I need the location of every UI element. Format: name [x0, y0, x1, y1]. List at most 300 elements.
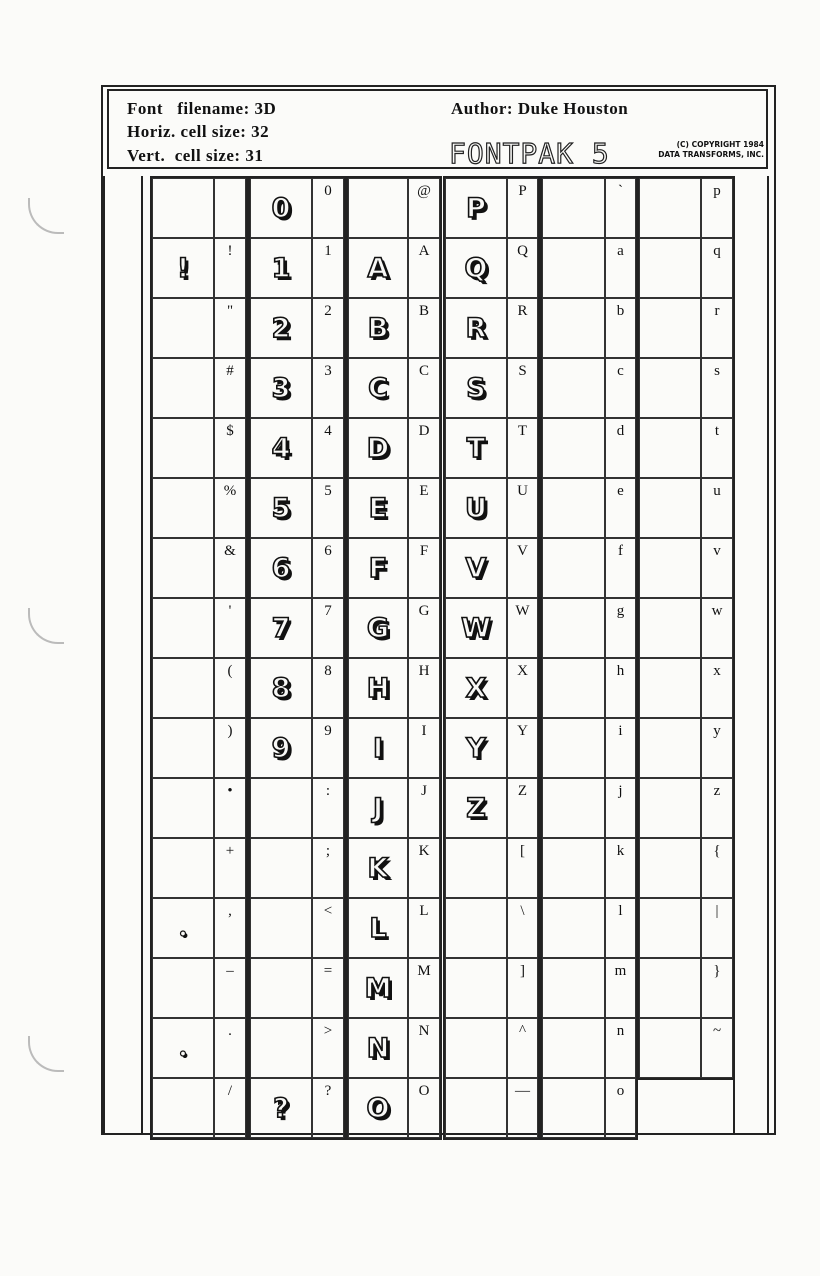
char-cell: [312, 1078, 344, 1138]
glyph-cell: [542, 178, 605, 238]
char-label: W: [515, 603, 530, 619]
char-cell: [507, 178, 538, 238]
glyph-cell: [152, 958, 214, 1018]
char-cell: [605, 718, 636, 778]
char-label: [: [520, 843, 525, 859]
glyph-sample: R: [465, 312, 487, 344]
glyph-cell: [152, 718, 214, 778]
glyph-sample: [640, 839, 700, 897]
glyph-cell: [639, 478, 701, 538]
char-label: #: [226, 363, 234, 379]
char-label: q: [713, 243, 721, 259]
glyph-sample: [640, 359, 700, 417]
glyph-cell: [250, 778, 312, 838]
glyph-sample: [543, 239, 604, 297]
char-cell: [701, 538, 733, 598]
char-cell: [214, 838, 246, 898]
char-label: !: [227, 243, 233, 259]
glyph-sample: 4: [271, 432, 291, 464]
glyph-cell: [348, 658, 408, 718]
char-block-6: [637, 176, 735, 1080]
glyph-cell: [152, 778, 214, 838]
char-cell: [605, 178, 636, 238]
glyph-sample: G: [366, 612, 390, 644]
glyph-cell: [250, 898, 312, 958]
char-label: M: [417, 963, 431, 979]
char-label: k: [616, 843, 625, 859]
glyph-cell: [250, 1078, 312, 1138]
char-label: D: [418, 423, 430, 439]
glyph-sample: [153, 419, 213, 477]
glyph-sample: [640, 179, 700, 237]
char-label: =: [323, 963, 333, 979]
glyph-sample: [543, 1079, 604, 1137]
glyph-cell: [445, 598, 507, 658]
glyph-cell: [250, 718, 312, 778]
char-label: z: [713, 783, 721, 799]
glyph-sample: •: [178, 927, 188, 943]
glyph-cell: [445, 778, 507, 838]
char-label: 1: [324, 243, 332, 259]
char-cell: [408, 958, 440, 1018]
char-cell: [701, 1018, 733, 1078]
glyph-sample: [640, 959, 700, 1017]
char-label: 0: [324, 183, 332, 199]
char-cell: [701, 238, 733, 298]
char-cell: [312, 958, 344, 1018]
char-cell: [605, 1018, 636, 1078]
glyph-cell: [250, 658, 312, 718]
char-label: +: [225, 843, 235, 859]
glyph-sample: [446, 899, 506, 957]
glyph-cell: [348, 238, 408, 298]
char-cell: [214, 478, 246, 538]
glyph-sample: [543, 719, 604, 777]
glyph-cell: [250, 478, 312, 538]
char-cell: [408, 1018, 440, 1078]
glyph-cell: [445, 418, 507, 478]
glyph-cell: [152, 478, 214, 538]
glyph-sample: O: [366, 1092, 390, 1124]
glyph-cell: [542, 1018, 605, 1078]
char-cell: [701, 718, 733, 778]
glyph-sample: !: [176, 252, 190, 284]
glyph-sample: [446, 959, 506, 1017]
glyph-sample: [543, 899, 604, 957]
glyph-cell: [152, 178, 214, 238]
char-label: x: [713, 663, 721, 679]
char-cell: [507, 1018, 538, 1078]
glyph-cell: [250, 178, 312, 238]
char-label: h: [616, 663, 625, 679]
glyph-sample: 5: [271, 492, 291, 524]
glyph-sample: S: [466, 372, 486, 404]
char-label: ': [228, 603, 232, 619]
glyph-cell: [542, 238, 605, 298]
glyph-cell: [152, 298, 214, 358]
vert-label: Vert. cell size:: [127, 146, 241, 165]
char-cell: [312, 418, 344, 478]
glyph-cell: [152, 538, 214, 598]
glyph-sample: [543, 599, 604, 657]
char-label: 8: [324, 663, 332, 679]
glyph-cell: [445, 658, 507, 718]
char-label: j: [618, 783, 623, 799]
glyph-cell: [639, 898, 701, 958]
glyph-cell: [348, 298, 408, 358]
char-label: K: [418, 843, 430, 859]
glyph-cell: [152, 418, 214, 478]
char-cell: [507, 778, 538, 838]
char-label: X: [517, 663, 528, 679]
char-label: I: [421, 723, 427, 739]
char-cell: [507, 898, 538, 958]
char-cell: [312, 778, 344, 838]
char-block-3: [346, 176, 442, 1140]
glyph-cell: [639, 658, 701, 718]
char-cell: [701, 478, 733, 538]
glyph-cell: [542, 598, 605, 658]
glyph-cell: [542, 958, 605, 1018]
char-cell: [408, 538, 440, 598]
glyph-sample: [543, 479, 604, 537]
glyph-sample: H: [366, 672, 390, 704]
char-label: /: [227, 1083, 233, 1099]
glyph-sample: [153, 299, 213, 357]
glyph-cell: [152, 238, 214, 298]
glyph-cell: [639, 538, 701, 598]
glyph-cell: [639, 958, 701, 1018]
vert-size-line: [127, 146, 263, 166]
glyph-cell: [348, 418, 408, 478]
char-label: g: [616, 603, 625, 619]
char-label: w: [711, 603, 723, 619]
glyph-sample: [251, 959, 311, 1017]
char-label: p: [713, 183, 721, 199]
char-label: Q: [517, 243, 528, 259]
char-label: l: [618, 903, 623, 919]
char-label: 9: [324, 723, 332, 739]
glyph-cell: [152, 658, 214, 718]
glyph-sample: X: [465, 672, 487, 704]
char-label: \: [520, 903, 525, 919]
char-label: —: [515, 1083, 530, 1099]
glyph-sample: P: [466, 192, 486, 224]
char-label: –: [226, 963, 234, 979]
char-cell: [312, 298, 344, 358]
glyph-cell: [445, 298, 507, 358]
char-label: m: [614, 963, 627, 979]
char-cell: [507, 478, 538, 538]
char-label: ^: [518, 1023, 527, 1039]
glyph-cell: [639, 718, 701, 778]
char-cell: [701, 178, 733, 238]
glyph-cell: [445, 358, 507, 418]
char-cell: [312, 838, 344, 898]
char-label: ]: [520, 963, 525, 979]
char-cell: [408, 478, 440, 538]
char-label: ;: [325, 843, 331, 859]
char-cell: [214, 718, 246, 778]
char-label: $: [226, 423, 234, 439]
glyph-cell: [639, 178, 701, 238]
glyph-cell: [639, 838, 701, 898]
char-cell: [507, 418, 538, 478]
glyph-sample: [153, 839, 213, 897]
char-label: <: [323, 903, 333, 919]
char-label: ?: [324, 1083, 332, 1099]
glyph-sample: 1: [271, 252, 291, 284]
glyph-sample: J: [372, 792, 384, 824]
glyph-sample: Z: [466, 792, 486, 824]
char-cell: [701, 658, 733, 718]
char-cell: [605, 598, 636, 658]
glyph-sample: [543, 299, 604, 357]
char-cell: [701, 418, 733, 478]
glyph-sample: [153, 1079, 213, 1137]
author-label: Author:: [451, 99, 514, 118]
glyph-cell: [348, 718, 408, 778]
char-cell: [605, 358, 636, 418]
glyph-sample: [251, 1019, 311, 1077]
char-cell: [408, 178, 440, 238]
char-label: s: [714, 363, 720, 379]
char-label: L: [419, 903, 429, 919]
glyph-cell: [639, 778, 701, 838]
glyph-cell: [348, 838, 408, 898]
glyph-sample: 7: [271, 612, 291, 644]
glyph-cell: [152, 838, 214, 898]
char-label: 6: [324, 543, 332, 559]
glyph-cell: [445, 238, 507, 298]
char-label: @: [417, 183, 431, 199]
glyph-cell: [250, 298, 312, 358]
glyph-sample: [153, 659, 213, 717]
char-label: O: [418, 1083, 430, 1099]
glyph-sample: [640, 239, 700, 297]
char-cell: [312, 598, 344, 658]
char-cell: [408, 718, 440, 778]
char-cell: [605, 298, 636, 358]
glyph-sample: [446, 1079, 506, 1137]
glyph-cell: [542, 298, 605, 358]
char-cell: [214, 1018, 246, 1078]
char-label: ,: [228, 903, 232, 919]
glyph-sample: [153, 539, 213, 597]
glyph-cell: [445, 178, 507, 238]
char-cell: [701, 598, 733, 658]
glyph-sample: [543, 959, 604, 1017]
glyph-cell: [250, 838, 312, 898]
glyph-sample: N: [366, 1032, 390, 1064]
char-label: o: [616, 1083, 625, 1099]
char-label: A: [418, 243, 430, 259]
horiz-size-line: [127, 122, 269, 142]
glyph-cell: [348, 178, 408, 238]
glyph-cell: [445, 1078, 507, 1138]
char-cell: [408, 358, 440, 418]
char-label: v: [713, 543, 721, 559]
glyph-cell: [348, 358, 408, 418]
glyph-sample: 0: [271, 192, 291, 224]
char-cell: [312, 718, 344, 778]
char-block-4: [443, 176, 540, 1140]
glyph-sample: [153, 599, 213, 657]
glyph-sample: [640, 479, 700, 537]
glyph-sample: [640, 659, 700, 717]
horiz-value: 32: [251, 122, 270, 141]
char-cell: [214, 778, 246, 838]
char-block-2: [248, 176, 346, 1140]
char-cell: [605, 838, 636, 898]
glyph-sample: [153, 959, 213, 1017]
chart-header: [107, 89, 768, 169]
char-cell: [701, 898, 733, 958]
binder-hole-top: [28, 198, 64, 234]
char-cell: [507, 358, 538, 418]
char-label: }: [713, 963, 721, 979]
char-cell: [214, 178, 246, 238]
char-label: S: [518, 363, 527, 379]
char-block-5: [540, 176, 638, 1140]
filename-value: 3D: [254, 99, 277, 118]
char-cell: [408, 838, 440, 898]
char-label: Y: [517, 723, 528, 739]
char-label: u: [713, 483, 721, 499]
char-label: {: [713, 843, 721, 859]
char-label: Z: [517, 783, 528, 799]
copyright-line-1: (C) COPYRIGHT 1984: [676, 140, 764, 149]
glyph-cell: [348, 538, 408, 598]
char-cell: [605, 238, 636, 298]
glyph-sample: [446, 1019, 506, 1077]
glyph-cell: [152, 598, 214, 658]
char-label: a: [617, 243, 624, 259]
glyph-cell: [250, 238, 312, 298]
glyph-cell: [250, 358, 312, 418]
char-cell: [701, 778, 733, 838]
glyph-sample: [640, 419, 700, 477]
glyph-sample: •: [178, 1047, 188, 1063]
filename-label: filename:: [177, 99, 250, 118]
char-label: (: [227, 663, 233, 679]
char-label: r: [714, 303, 720, 319]
char-cell: [408, 898, 440, 958]
glyph-sample: Q: [464, 252, 488, 284]
glyph-cell: [639, 598, 701, 658]
char-label: c: [617, 363, 624, 379]
char-cell: [507, 538, 538, 598]
glyph-sample: [543, 359, 604, 417]
char-label: H: [418, 663, 430, 679]
char-cell: [408, 1078, 440, 1138]
glyph-cell: [445, 898, 507, 958]
glyph-cell: [542, 778, 605, 838]
char-cell: [408, 238, 440, 298]
char-label: f: [618, 543, 623, 559]
char-label: N: [418, 1023, 430, 1039]
glyph-cell: [542, 478, 605, 538]
glyph-sample: L: [369, 912, 387, 944]
glyph-cell: [152, 358, 214, 418]
glyph-sample: [640, 599, 700, 657]
glyph-cell: [542, 358, 605, 418]
char-label: ": [226, 303, 234, 319]
glyph-cell: [445, 538, 507, 598]
glyph-sample: V: [465, 552, 487, 584]
glyph-cell: [542, 898, 605, 958]
glyph-sample: 3: [271, 372, 291, 404]
vert-value: 31: [245, 146, 264, 165]
char-cell: [507, 1078, 538, 1138]
glyph-cell: [445, 958, 507, 1018]
glyph-sample: W: [461, 612, 491, 644]
glyph-sample: [543, 839, 604, 897]
char-cell: [214, 1078, 246, 1138]
char-label: •: [227, 783, 233, 799]
char-cell: [605, 538, 636, 598]
glyph-sample: B: [367, 312, 389, 344]
glyph-cell: [445, 718, 507, 778]
glyph-cell: [542, 418, 605, 478]
glyph-cell: [152, 1018, 214, 1078]
char-label: 7: [324, 603, 332, 619]
char-cell: [605, 478, 636, 538]
char-cell: [214, 598, 246, 658]
glyph-sample: F: [368, 552, 388, 584]
glyph-sample: A: [367, 252, 389, 284]
glyph-cell: [639, 1018, 701, 1078]
glyph-sample: [251, 899, 311, 957]
char-cell: [312, 658, 344, 718]
glyph-cell: [542, 658, 605, 718]
glyph-cell: [348, 1078, 408, 1138]
glyph-cell: [250, 538, 312, 598]
char-cell: [507, 718, 538, 778]
char-label: 5: [324, 483, 332, 499]
char-cell: [701, 298, 733, 358]
font-label: Font: [127, 99, 163, 118]
copyright-notice: [654, 140, 764, 160]
char-label: 2: [324, 303, 332, 319]
char-cell: [312, 358, 344, 418]
char-cell: [605, 1078, 636, 1138]
char-label: G: [418, 603, 430, 619]
glyph-sample: [543, 659, 604, 717]
glyph-sample: [153, 359, 213, 417]
glyph-sample: [640, 899, 700, 957]
glyph-sample: D: [366, 432, 390, 464]
char-label: d: [616, 423, 625, 439]
char-label: F: [419, 543, 429, 559]
glyph-cell: [250, 598, 312, 658]
glyph-cell: [348, 598, 408, 658]
char-label: b: [616, 303, 625, 319]
char-label: C: [418, 363, 429, 379]
glyph-cell: [348, 1018, 408, 1078]
author-value: Duke Houston: [517, 99, 629, 118]
glyph-sample: ?: [273, 1092, 289, 1124]
char-cell: [507, 298, 538, 358]
char-cell: [605, 958, 636, 1018]
char-label: >: [323, 1023, 333, 1039]
author-line: [451, 99, 628, 119]
glyph-sample: [543, 539, 604, 597]
glyph-cell: [445, 838, 507, 898]
glyph-sample: [251, 839, 311, 897]
glyph-sample: [640, 539, 700, 597]
char-cell: [408, 418, 440, 478]
